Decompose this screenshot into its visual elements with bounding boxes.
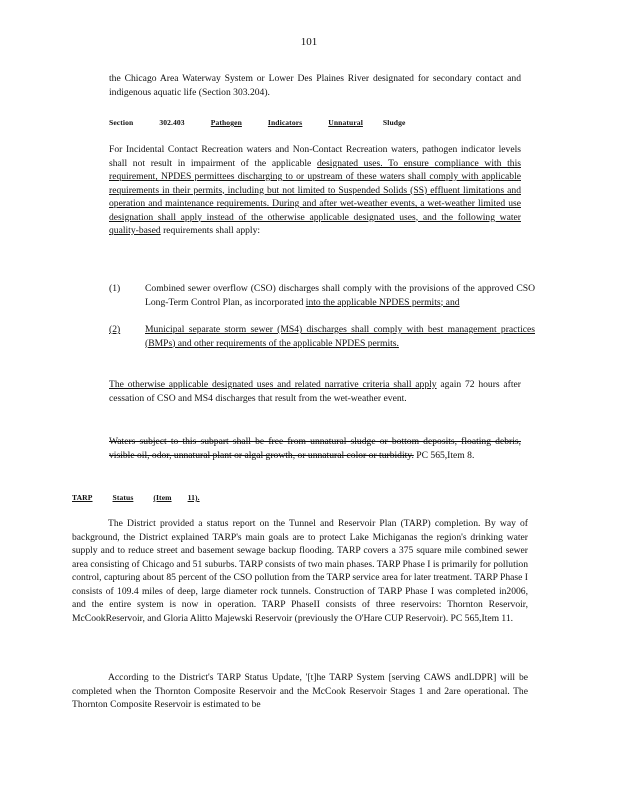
paragraph-otherwise-applicable xyxy=(109,378,521,405)
paragraph-incidental-contact xyxy=(109,143,521,238)
section-heading xyxy=(109,118,429,127)
list-underlined-insertion: Municipal separate storm sewer (MS4) discharges shall comply with best management practices (BMPs) and other requirements of the applicable NPDES permits. xyxy=(145,324,535,349)
page-number: 101 xyxy=(300,36,318,48)
list-number: (2) xyxy=(109,324,121,335)
paragraph-struck-text: Waters subject to this subpart shall be free from unnatural sludge or bottom deposits, floating debris, visible oil, odor, unnatural plant or algal growth, or unnatural color or turbidity. xyxy=(109,436,521,461)
list-text xyxy=(145,323,535,350)
list-text: Combined sewer overflow (CSO) discharges shall comply with the provisions of the approved CSO Long-Term Control Plan, as incorporated into the applicable NPDES permits; and xyxy=(145,283,535,308)
paragraph-continuation: the Chicago Area Waterway System or Lower Des Plaines River designated for secondary contact and indigenous aquatic life (Section 303.204). xyxy=(109,73,521,98)
paragraph-tarp-update: According to the District's TARP Status Update, '[t]he TARP System [serving CAWS andLDPR] will be completed when the Thornton Composite Reservoir and the McCook Reservoir Stages 1 and 2are operational. The Thornton Composite Reservoir is estimated to be xyxy=(72,672,528,710)
paragraph-plain-text: requirements shall apply: xyxy=(160,225,261,236)
paragraph-struck-deletion xyxy=(109,435,521,462)
tarp-heading-word: (Item xyxy=(153,493,172,502)
paragraph-plain-text: again 72 hours after cessation of CSO and MS4 discharges that result from the wet-weather event. xyxy=(109,379,521,404)
paragraph-plain-text: For Incidental Contact Recreation waters and Non-Contact Recreation waters, pathogen indicator levels shall not result in impairment of the applicable xyxy=(109,144,521,169)
paragraph-tarp-status: The District provided a status report on the Tunnel and Reservoir Plan (TARP) completion. By way of background, the District explained TARP's main goals are to protect Lake Michiganas the region's drinking water supply and to reduce street and basement sewage backup flooding. TARP covers a 375 square mile combined sewer area consisting of Chicago and 51 suburbs. TARP consists of two main phases. TARP Phase I is primarily for pollution control, capturing about 85 percent of the CSO pollution from the TARP service area for later treatment. TARP Phase I consists of 109.4 miles of deep, large diameter rock tunnels. Construction of TARP Phase I was completed in2006, and the entire system is now in operation. TARP PhaseII consists of three reservoirs: Thornton Reservoir, McCookReservoir, and Gloria Alitto Majewski Reservoir (previously the O'Hare CUP Reservoir). PC 565,Item 11. xyxy=(72,518,528,624)
section-title-word: Unnatural xyxy=(328,118,363,127)
tarp-status-heading xyxy=(72,493,224,502)
paragraph-underlined-insertion: The otherwise applicable designated uses and related narrative criteria shall apply xyxy=(109,379,437,390)
tarp-heading-word: Status xyxy=(112,493,134,502)
section-title-word: Pathogen xyxy=(210,118,242,127)
paragraph-underlined-insertion: designated uses. To ensure compliance with this requirement, NPDES permittees discharging to or upstream of these waters shall comply with applicable requirements in their permits, including but not limited to Suspended Solids (SS) effluent limitations and operation and maintenance requirements. During and after wet-weather events, a wet-weather limited use designation shall apply instead of the otherwise applicable designated uses, and the following water quality-based xyxy=(109,157,521,236)
section-title-word: Indicators xyxy=(267,118,303,127)
tarp-heading-word: 11). xyxy=(187,493,200,502)
list-number: (1) xyxy=(109,283,121,294)
list-underlined-insertion: into the applicable NPDES permits; and xyxy=(305,296,460,308)
paragraph-citation: PC 565,Item 8. xyxy=(413,449,475,461)
section-title-word: Sludge xyxy=(382,118,406,127)
section-number: 302.403 xyxy=(159,118,185,127)
tarp-heading-word: TARP xyxy=(72,493,93,502)
section-label: Section xyxy=(109,118,134,127)
